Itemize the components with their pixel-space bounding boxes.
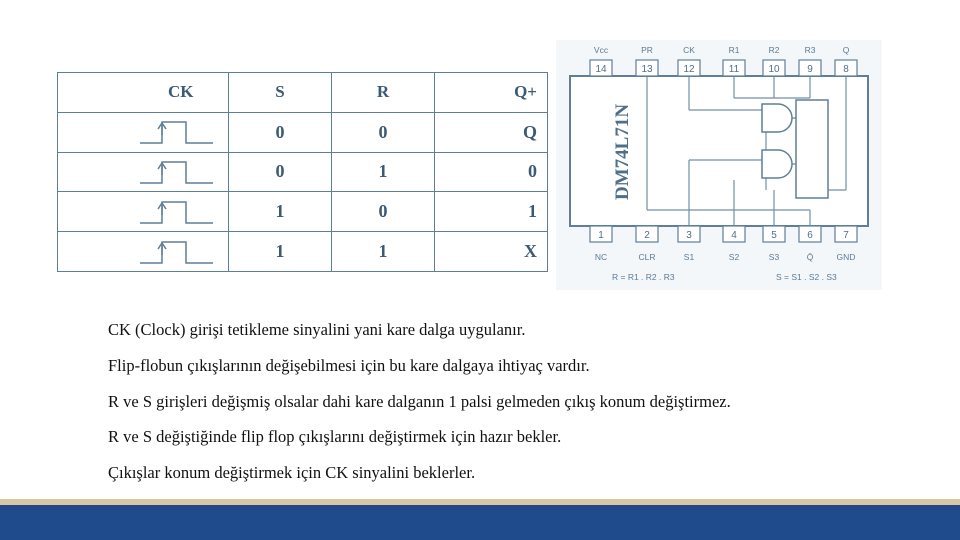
- pin-number: 7: [843, 230, 849, 241]
- clock-pulse-cell: [58, 152, 229, 192]
- header-r: R: [332, 73, 435, 113]
- and-gate-upper-icon: [762, 104, 792, 132]
- cell-r: 0: [332, 192, 435, 232]
- pin-label: S3: [768, 252, 780, 262]
- chip-name: DM74L71N: [612, 103, 633, 200]
- clock-pulse-cell: [58, 232, 229, 272]
- flip-flop-block: [796, 100, 828, 198]
- clock-pulse-cell: [58, 112, 229, 152]
- pin-number: 6: [807, 230, 813, 241]
- clock-pulse-icon: [138, 157, 218, 187]
- pin-label: Q: [842, 45, 850, 55]
- cell-r: 1: [332, 232, 435, 272]
- table-row: [58, 112, 548, 152]
- formula-s: S = S1 . S2 . S3: [776, 272, 837, 282]
- pin-number: 12: [683, 64, 695, 75]
- pin-number: 13: [641, 64, 653, 75]
- pin-number: 2: [644, 230, 650, 241]
- clock-pulse-icon: [138, 197, 218, 227]
- cell-q: X: [435, 232, 548, 272]
- table-header-row: [58, 73, 548, 113]
- pin-label: CK: [683, 45, 695, 55]
- pin-number: 3: [686, 230, 692, 241]
- pin-number: 8: [843, 64, 849, 75]
- cell-s: 0: [229, 112, 332, 152]
- cell-s: 1: [229, 192, 332, 232]
- pin-number: 14: [595, 64, 607, 75]
- note-line: Flip-flobun çıkışlarının değişebilmesi için bu kare dalgaya ihtiyaç vardır.: [108, 355, 590, 375]
- pin-label: CLR: [638, 252, 656, 262]
- pin-label: NC: [594, 252, 608, 262]
- cell-q: 0: [435, 152, 548, 192]
- pin-label: S2: [728, 252, 740, 262]
- and-gate-lower-icon: [762, 150, 792, 178]
- note-line: R ve S değiştiğinde flip flop çıkışlarını değiştirmek için hazır bekler.: [108, 427, 562, 447]
- header-q-next: Q+: [435, 73, 548, 113]
- table-row: [58, 152, 548, 192]
- table-row: [58, 232, 548, 272]
- cell-r: 0: [332, 112, 435, 152]
- pin-label: R1: [728, 45, 740, 55]
- pin-label: Q̄: [806, 252, 814, 262]
- pin-number: 5: [771, 230, 777, 241]
- truth-table: [57, 72, 548, 272]
- cell-q: 1: [435, 192, 548, 232]
- note-line: CK (Clock) girişi tetikleme sinyalini yani kare dalga uygulanır.: [108, 320, 526, 339]
- clock-pulse-cell: [58, 192, 229, 232]
- note-line: R ve S girişleri değişmiş olsalar dahi kare dalganın 1 palsi gelmeden çıkış konum değiştirmez.: [108, 391, 731, 411]
- clock-pulse-icon: [138, 237, 218, 267]
- pin-label: S1: [683, 252, 695, 262]
- pin-number: 4: [731, 230, 737, 241]
- pin-number: 10: [768, 64, 780, 75]
- clock-pulse-icon: [138, 117, 218, 147]
- cell-r: 1: [332, 152, 435, 192]
- cell-q: Q: [435, 112, 548, 152]
- pin-number: 9: [807, 64, 813, 75]
- pin-label: PR: [641, 45, 653, 55]
- header-ck: CK: [58, 73, 229, 113]
- table-row: [58, 192, 548, 232]
- pin-number: 1: [598, 230, 604, 241]
- pin-label: R2: [768, 45, 780, 55]
- pin-number: 11: [728, 64, 740, 75]
- pin-label: GND: [836, 252, 856, 262]
- cell-s: 1: [229, 232, 332, 272]
- note-line: Çıkışlar konum değiştirmek için CK sinyalini beklerler.: [108, 463, 476, 483]
- formula-r: R = R1 . R2 . R3: [612, 272, 675, 282]
- pin-label: R3: [804, 45, 816, 55]
- pin-label: Vcc: [593, 45, 609, 55]
- chip-pinout-diagram: [556, 40, 882, 290]
- header-s: S: [229, 73, 332, 113]
- cell-s: 0: [229, 152, 332, 192]
- notes-list: [108, 312, 908, 491]
- footer-bar: [0, 505, 960, 540]
